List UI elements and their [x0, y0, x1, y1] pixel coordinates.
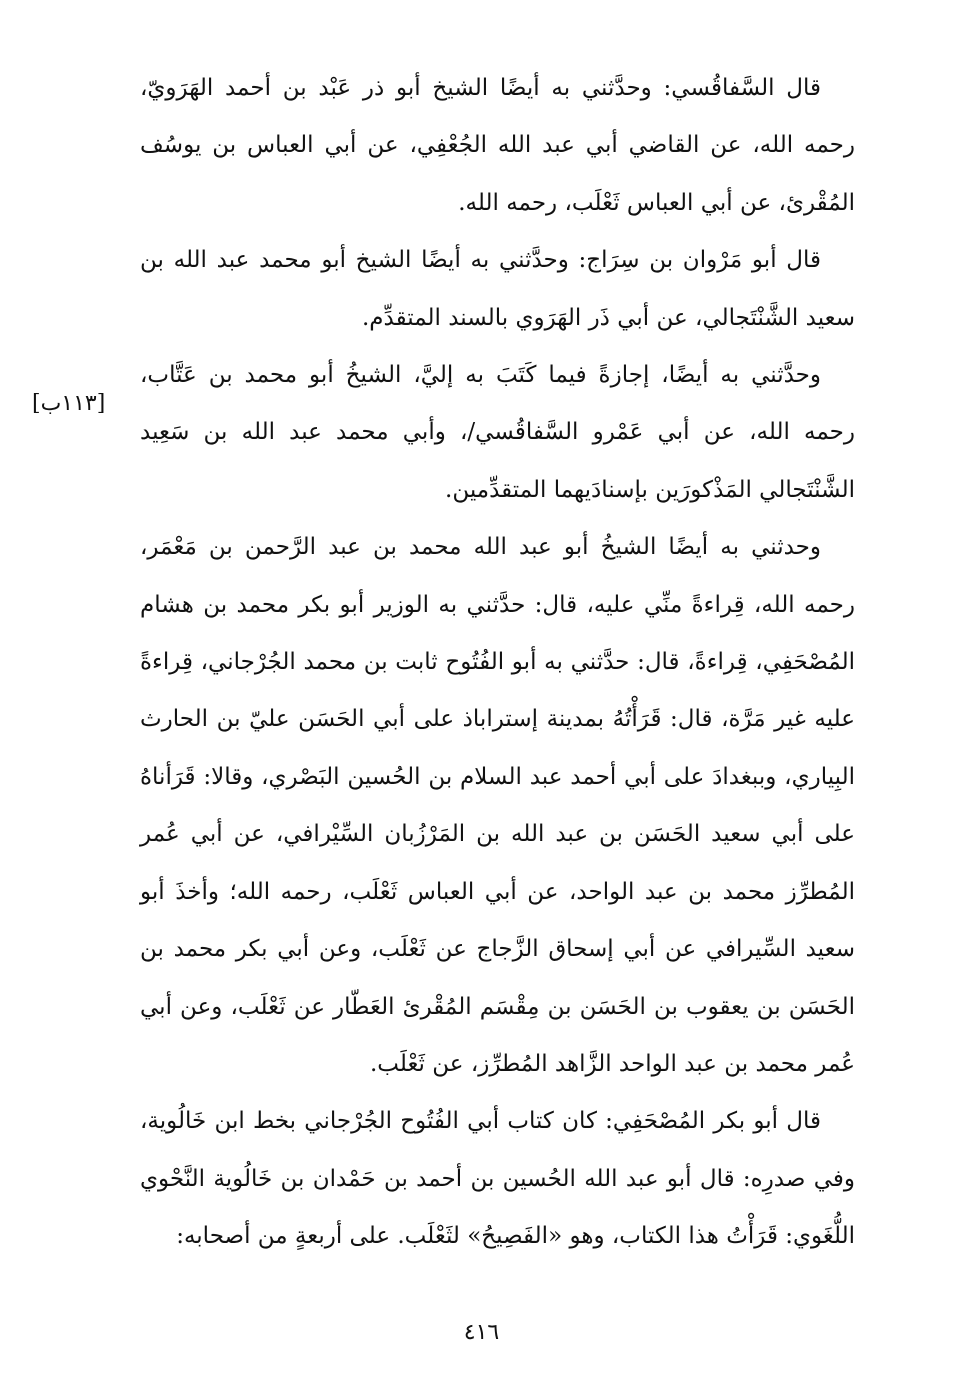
folio-margin-note: [١١٣ب]	[32, 391, 106, 416]
page-body	[140, 60, 855, 1266]
paragraph-ibn-mamar-chain: وحدثني به أيضًا الشيخُ أبو عبد الله محمد بن عبد الرَّحمن بن مَعْمَر، رحمه الله، قِراءةً منِّي عليه، قال: حدَّثني به الوزير أبو بكر محمد بن هشام المُصْحَفِي، قِراءةً، قال: حدَّثني به أبو الفُتُوح ثابت بن محمد الجُرْجاني، قِراءةً عليه غير مَرَّة، قال: قَرَأْتُهُ بمدينة إستراباذ على أبي الحَسَن عليّ بن الحارث البِياري، وببغدادَ على أبي أحمد عبد السلام بن الحُسين البَصْري، وقالا: قَرَأناهُ على أبي سعيد الحَسَن بن عبد الله بن المَرْزُبان السِّيْرافي، عن أبي عُمر المُطرِّز محمد بن عبد الواحد، عن أبي العباس ثَعْلَب، رحمه الله؛ وأخذَ أبو سعيد السِّيرافي عن أبي إسحاق الزَّجاج عن ثَعْلَب، وعن أبي بكر محمد بن الحَسَن بن يعقوب بن الحَسَن بن مِقْسَم المُقْرئ العَطّار عن ثَعْلَب، وعن أبي عُمر محمد بن عبد الواحد الزَّاهد المُطرِّز، عن ثَعْلَب.	[140, 534, 855, 1077]
paragraph-ibn-siraj-chain: قال أبو مَرْوان بن سِرَاج: وحدَّثني به أيضًا الشيخ أبو محمد عبد الله بن سعيد الشَّنْتَجالي، عن أبي ذَر الهَرَوي بالسند المتقدِّم.	[140, 247, 855, 331]
paragraph-mushafi-note: قال أبو بكر المُصْحَفِي: كان كتاب أبي الفُتُوح الجُرْجاني بخط ابن خَالُوية، وفي صدرِه: قال أبو عبد الله الحُسين بن أحمد بن حَمْدان بن خَالُوية النَّحْوي اللُّغَوي: قَرَأْتُ هذا الكتاب، وهو «الفَصِيحُ» لثَعْلَب. على أربعةٍ من أصحابه:	[140, 1108, 855, 1250]
paragraph-ibn-attab-chain: وحدَّثني به أيضًا، إجازةً فيما كَتَبَ به إليَّ، الشيخُ أبو محمد بن عَتَّاب، رحمه الله، عن أبي عَمْرو السَّفاقُسي/، وأبي محمد عبد الله بن سَعِيد الشَّنْتَجالي المَذْكورَين بإسنادَيهما المتقدِّمين.	[140, 362, 855, 503]
page-number: ٤١٦	[463, 1320, 500, 1345]
paragraph-safaqusi-chain: قال السَّفاقُسي: وحدَّثني به أيضًا الشيخ أبو ذر عَبْد بن أحمد الهَرَويّ، رحمه الله، عن القاضي أبي عبد الله الجُعْفِي، عن أبي العباس بن يوسُف المُقْرئ، عن أبي العباس ثَعْلَب، رحمه الله.	[140, 75, 855, 216]
